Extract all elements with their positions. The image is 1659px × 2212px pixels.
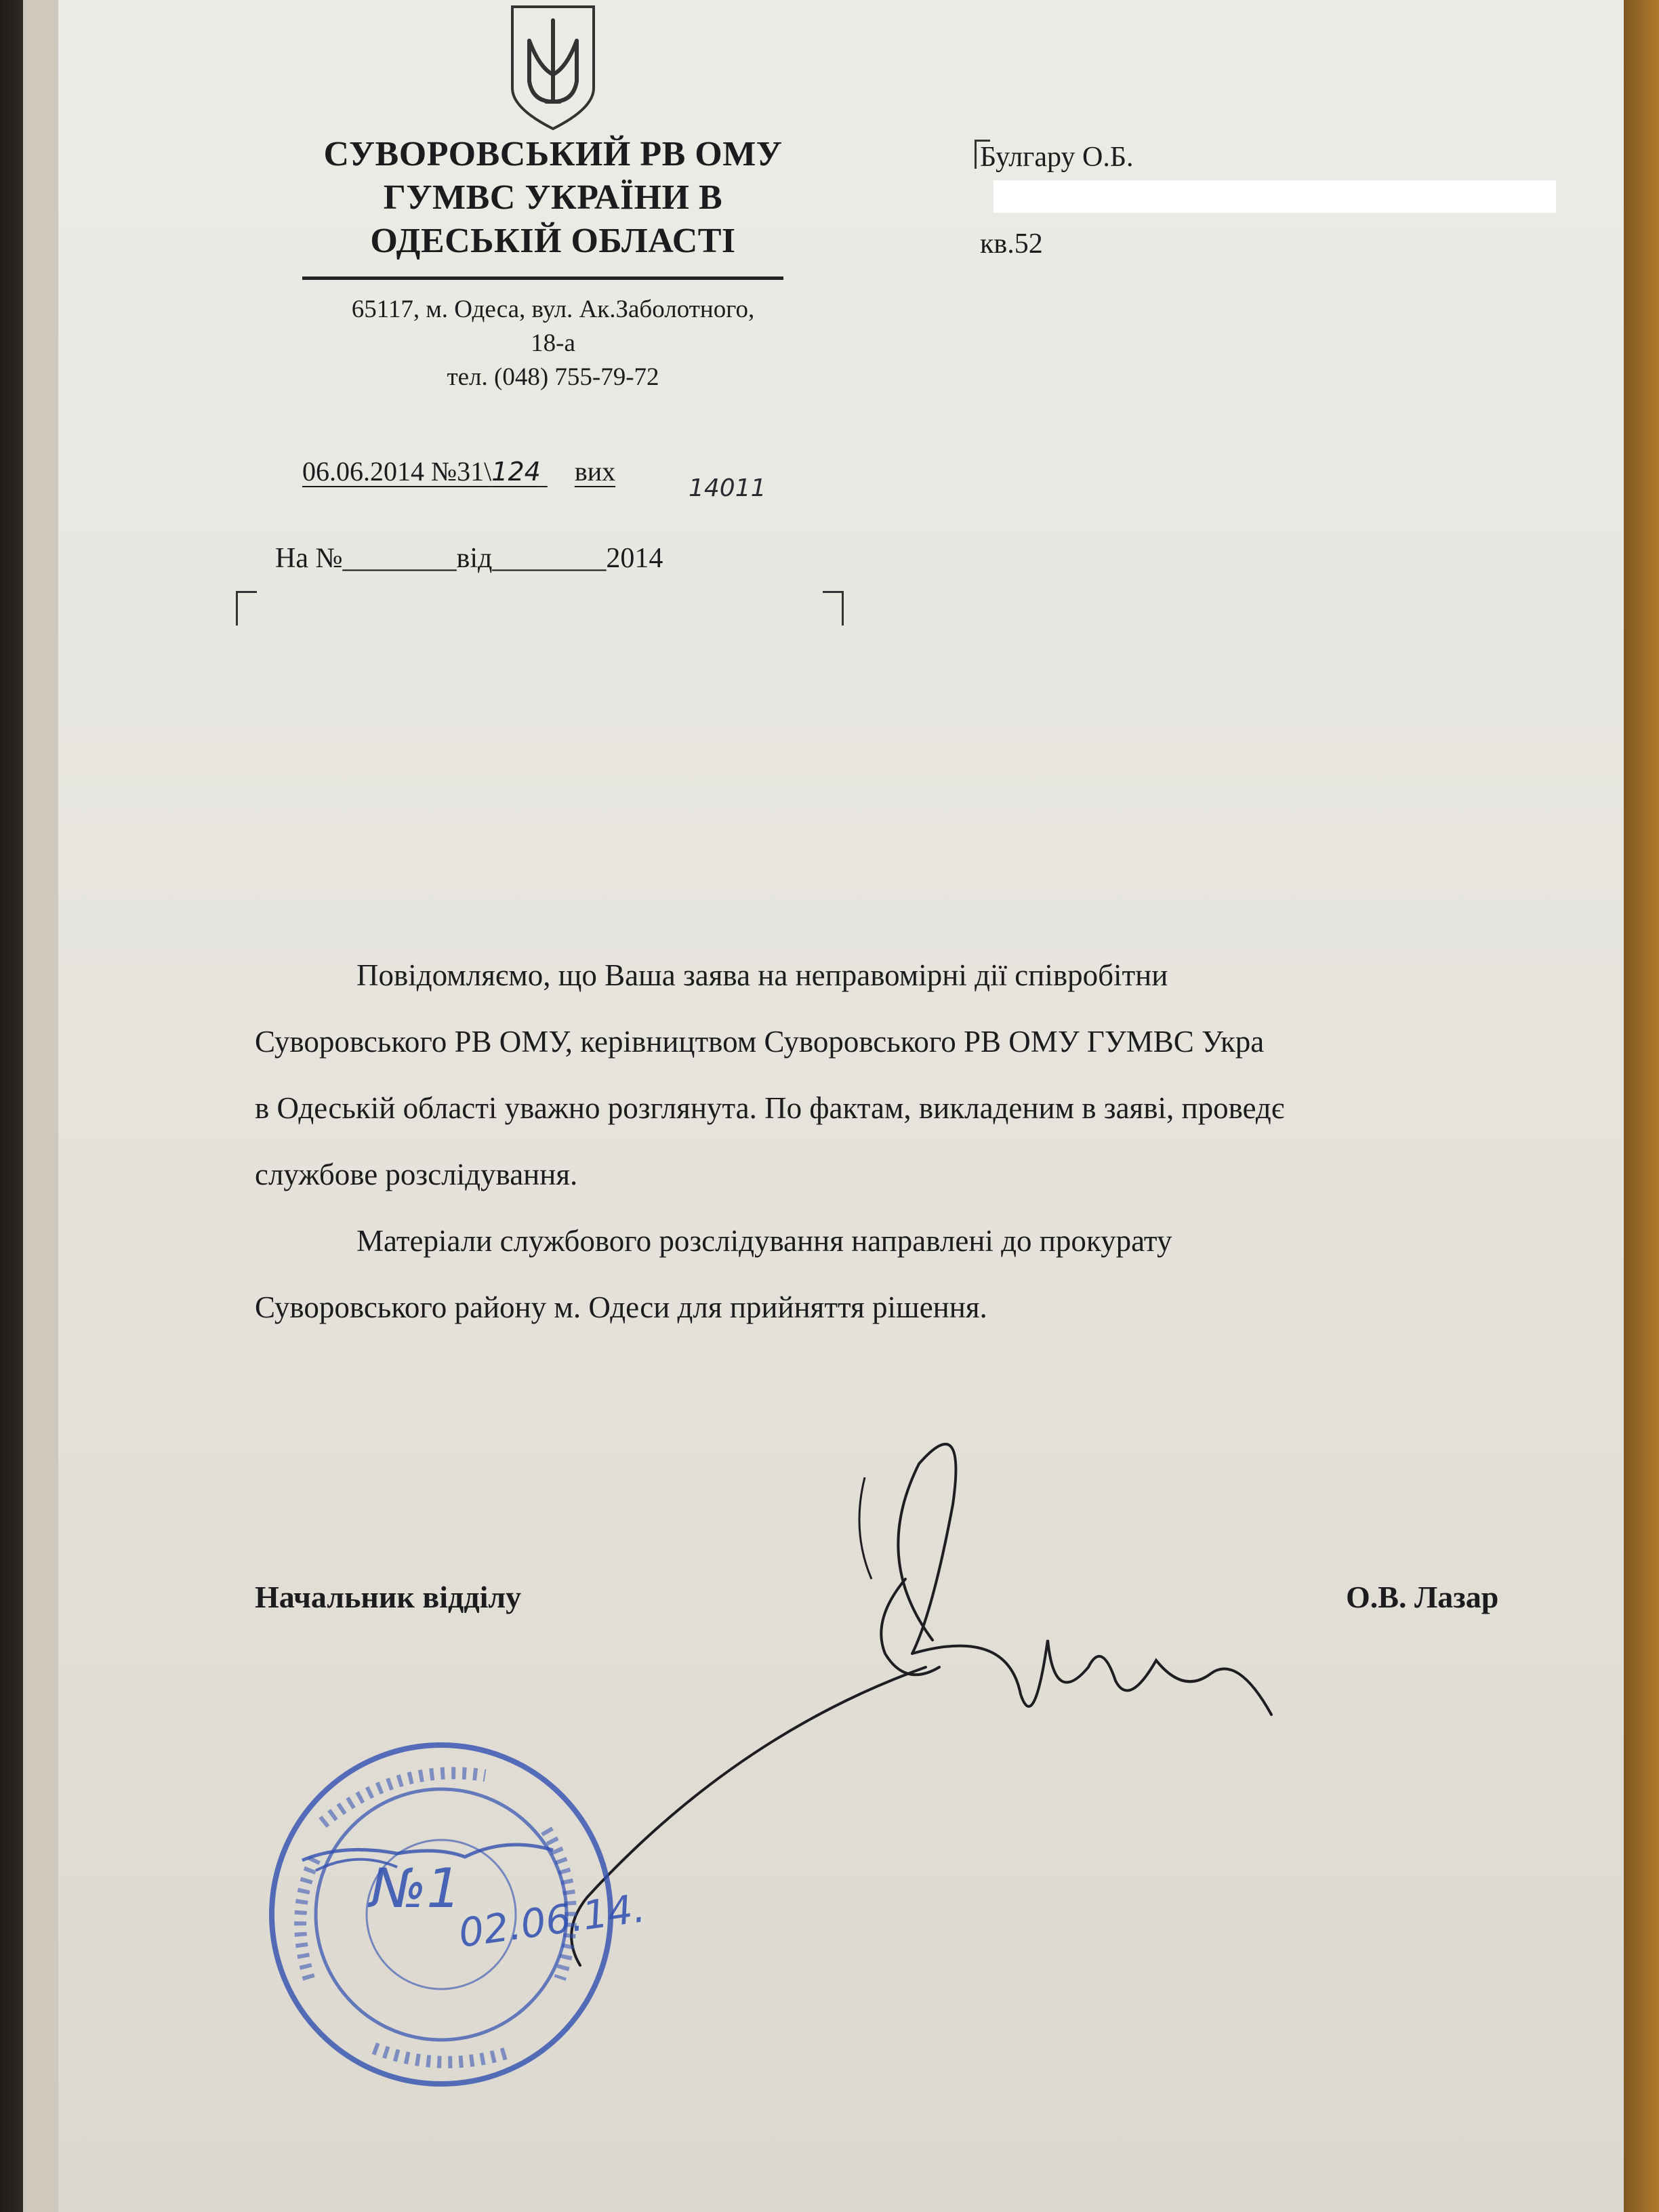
organization-line: ОДЕСЬКІЙ ОБЛАСТІ (370, 222, 736, 260)
address-line: 18-а (531, 329, 575, 357)
stamp-handwritten-date: 02.06.14. (455, 1885, 649, 1957)
body-line: Суворовського району м. Одеси для прийняття рішення. (255, 1290, 987, 1324)
signatory-position: Начальник відділу (255, 1580, 522, 1614)
address-line: 65117, м. Одеса, вул. Ак.Заболотного, (351, 295, 755, 323)
body-line: Суворовського РВ ОМУ, керівництвом Суворовського РВ ОМУ ГУМВС Укра (255, 1025, 1265, 1059)
organization-line: ГУМВС УКРАЇНИ В (383, 178, 723, 217)
handwritten-number: 124 (491, 457, 541, 487)
recipient-name: Булгару О.Б. (980, 142, 1134, 173)
body-line: службове розслідування. (255, 1158, 578, 1191)
body-line: Повідомляємо, що Ваша заява на неправомірні дії співробітни (356, 958, 1168, 992)
body-line: в Одеській області уважно розглянута. По фактам, викладеним в заяві, проведє (255, 1091, 1285, 1125)
letter-sheet (58, 0, 1624, 2212)
recipient-apartment: кв.52 (980, 228, 1043, 260)
signatory-name: О.В. Лазар (1346, 1580, 1499, 1614)
body-line: Матеріали службового розслідування направлені до прокурату (356, 1224, 1172, 1258)
wooden-table-edge (1620, 0, 1659, 2212)
organization-line: СУВОРОВСЬКИЙ РВ ОМУ (323, 135, 783, 173)
handwritten-suffix: 14011 (689, 474, 766, 502)
stamp-number: №1 (370, 1857, 462, 1920)
date-number: 06.06.2014 №31\ (302, 456, 492, 487)
reply-reference: На №________від________2014 (275, 543, 663, 574)
printed-suffix: вих (574, 456, 616, 487)
address-line: тел. (048) 755-79-72 (447, 363, 659, 391)
